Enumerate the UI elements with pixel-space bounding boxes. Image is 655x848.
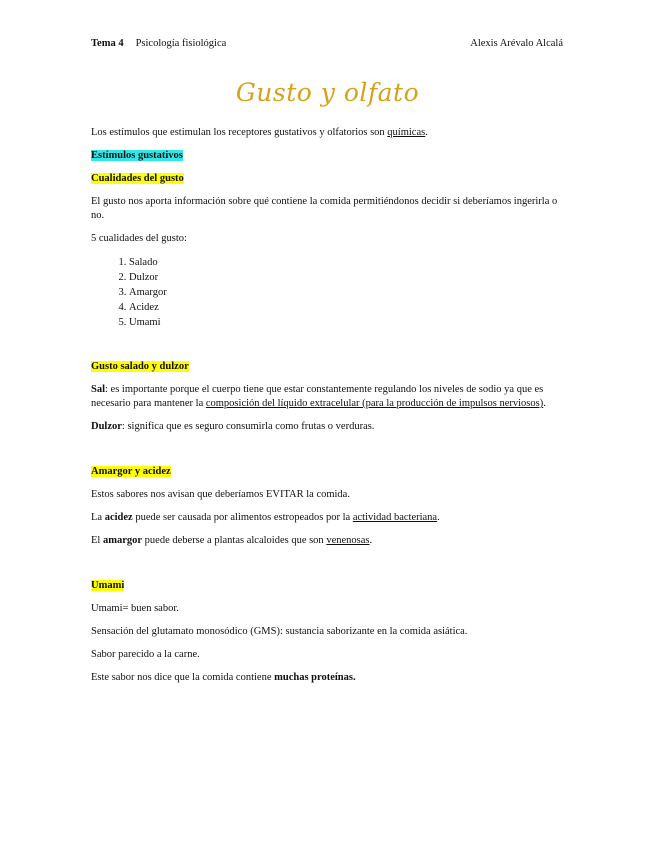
amargor-underlined: venenosas (326, 535, 370, 546)
list-item: 1. Salado (129, 255, 563, 270)
umami-pre: Este sabor nos dice que la comida contiene (91, 672, 275, 683)
umami-end: . (352, 672, 356, 683)
header-author: Alexis Arévalo Alcalá (470, 38, 563, 49)
heading-salado-text: Gusto salado y dulzor (91, 361, 189, 372)
heading-salado (91, 360, 563, 374)
amargor-end: . (369, 535, 373, 546)
heading-amargor-text: Amargor y acidez (91, 466, 171, 477)
intro-paragraph (91, 126, 563, 140)
amargor-term: amargor (102, 535, 143, 546)
acidez-mid: puede ser causada por alimentos estropeados por la (132, 512, 353, 523)
heading-umami (91, 579, 563, 593)
sal-paragraph (91, 383, 563, 411)
amargor-mid: puede deberse a plantas alcaloides que son (142, 535, 327, 546)
amargor-paragraph-2 (91, 511, 563, 525)
sal-underlined: composición del líquido extracelular (para la producción de impulsos nerviosos) (205, 398, 544, 409)
dulzor-text: : significa que es seguro consumirla como frutas o verduras. (121, 421, 375, 432)
sal-text: : es importante porque el cuerpo tiene que estar constantemente regulando los niveles de sodio ya que es necesario para mantener la (91, 384, 544, 409)
list-item: 4. Acidez (129, 300, 563, 315)
spacer (91, 443, 563, 465)
document-body (91, 126, 563, 694)
intro-text: Los estímulos que estimulan los receptores gustativos y olfatorios son (91, 127, 388, 138)
acidez-pre: La (91, 512, 105, 523)
amargor-pre: El (91, 535, 103, 546)
acidez-term: acidez (104, 512, 133, 523)
spacer (91, 330, 563, 360)
heading-cualidades-text: Cualidades del gusto (91, 173, 184, 184)
amargor-paragraph-1: Estos sabores nos avisan que deberíamos EVITAR la comida. (91, 489, 350, 500)
heading-cualidades (91, 172, 563, 186)
list-intro: 5 cualidades del gusto: (91, 233, 187, 244)
list-item: 3. Amargor (129, 285, 563, 300)
dulzor-paragraph (91, 420, 563, 434)
heading-estimulos (91, 149, 563, 163)
umami-paragraph-2: Sensación del glutamato monosódico (GMS): sustancia saborizante en la comida asiática. (91, 626, 468, 637)
intro-underlined: químicas (387, 127, 426, 138)
umami-paragraph-1: Umami= buen sabor. (91, 603, 179, 614)
amargor-paragraph-3 (91, 534, 563, 548)
acidez-underlined: actividad bacteriana (352, 512, 438, 523)
umami-paragraph-4 (91, 671, 563, 685)
cualidades-paragraph: El gusto nos aporta información sobre qué contiene la comida permitiéndonos decidir si deberíamos ingerirla o no. (91, 196, 558, 221)
page-header (91, 38, 563, 52)
umami-paragraph-3: Sabor parecido a la carne. (91, 649, 200, 660)
spacer (91, 557, 563, 579)
heading-amargor (91, 465, 563, 479)
dulzor-term: Dulzor (91, 421, 122, 432)
header-subject: Psicología fisiológica (135, 38, 227, 49)
sal-term: Sal (91, 384, 106, 395)
document-title: Gusto y olfato (235, 78, 420, 107)
sal-end: . (543, 398, 546, 409)
heading-estimulos-text: Estímulos gustativos (91, 150, 183, 161)
umami-term: muchas proteínas (274, 672, 353, 683)
header-topic: Tema 4 (91, 38, 124, 49)
acidez-end: . (437, 512, 440, 523)
cualidades-list (91, 255, 563, 330)
list-item: 2. Dulzor (129, 270, 563, 285)
list-item: 5. Umami (129, 315, 563, 330)
heading-umami-text: Umami (91, 580, 125, 591)
intro-end: . (425, 127, 428, 138)
